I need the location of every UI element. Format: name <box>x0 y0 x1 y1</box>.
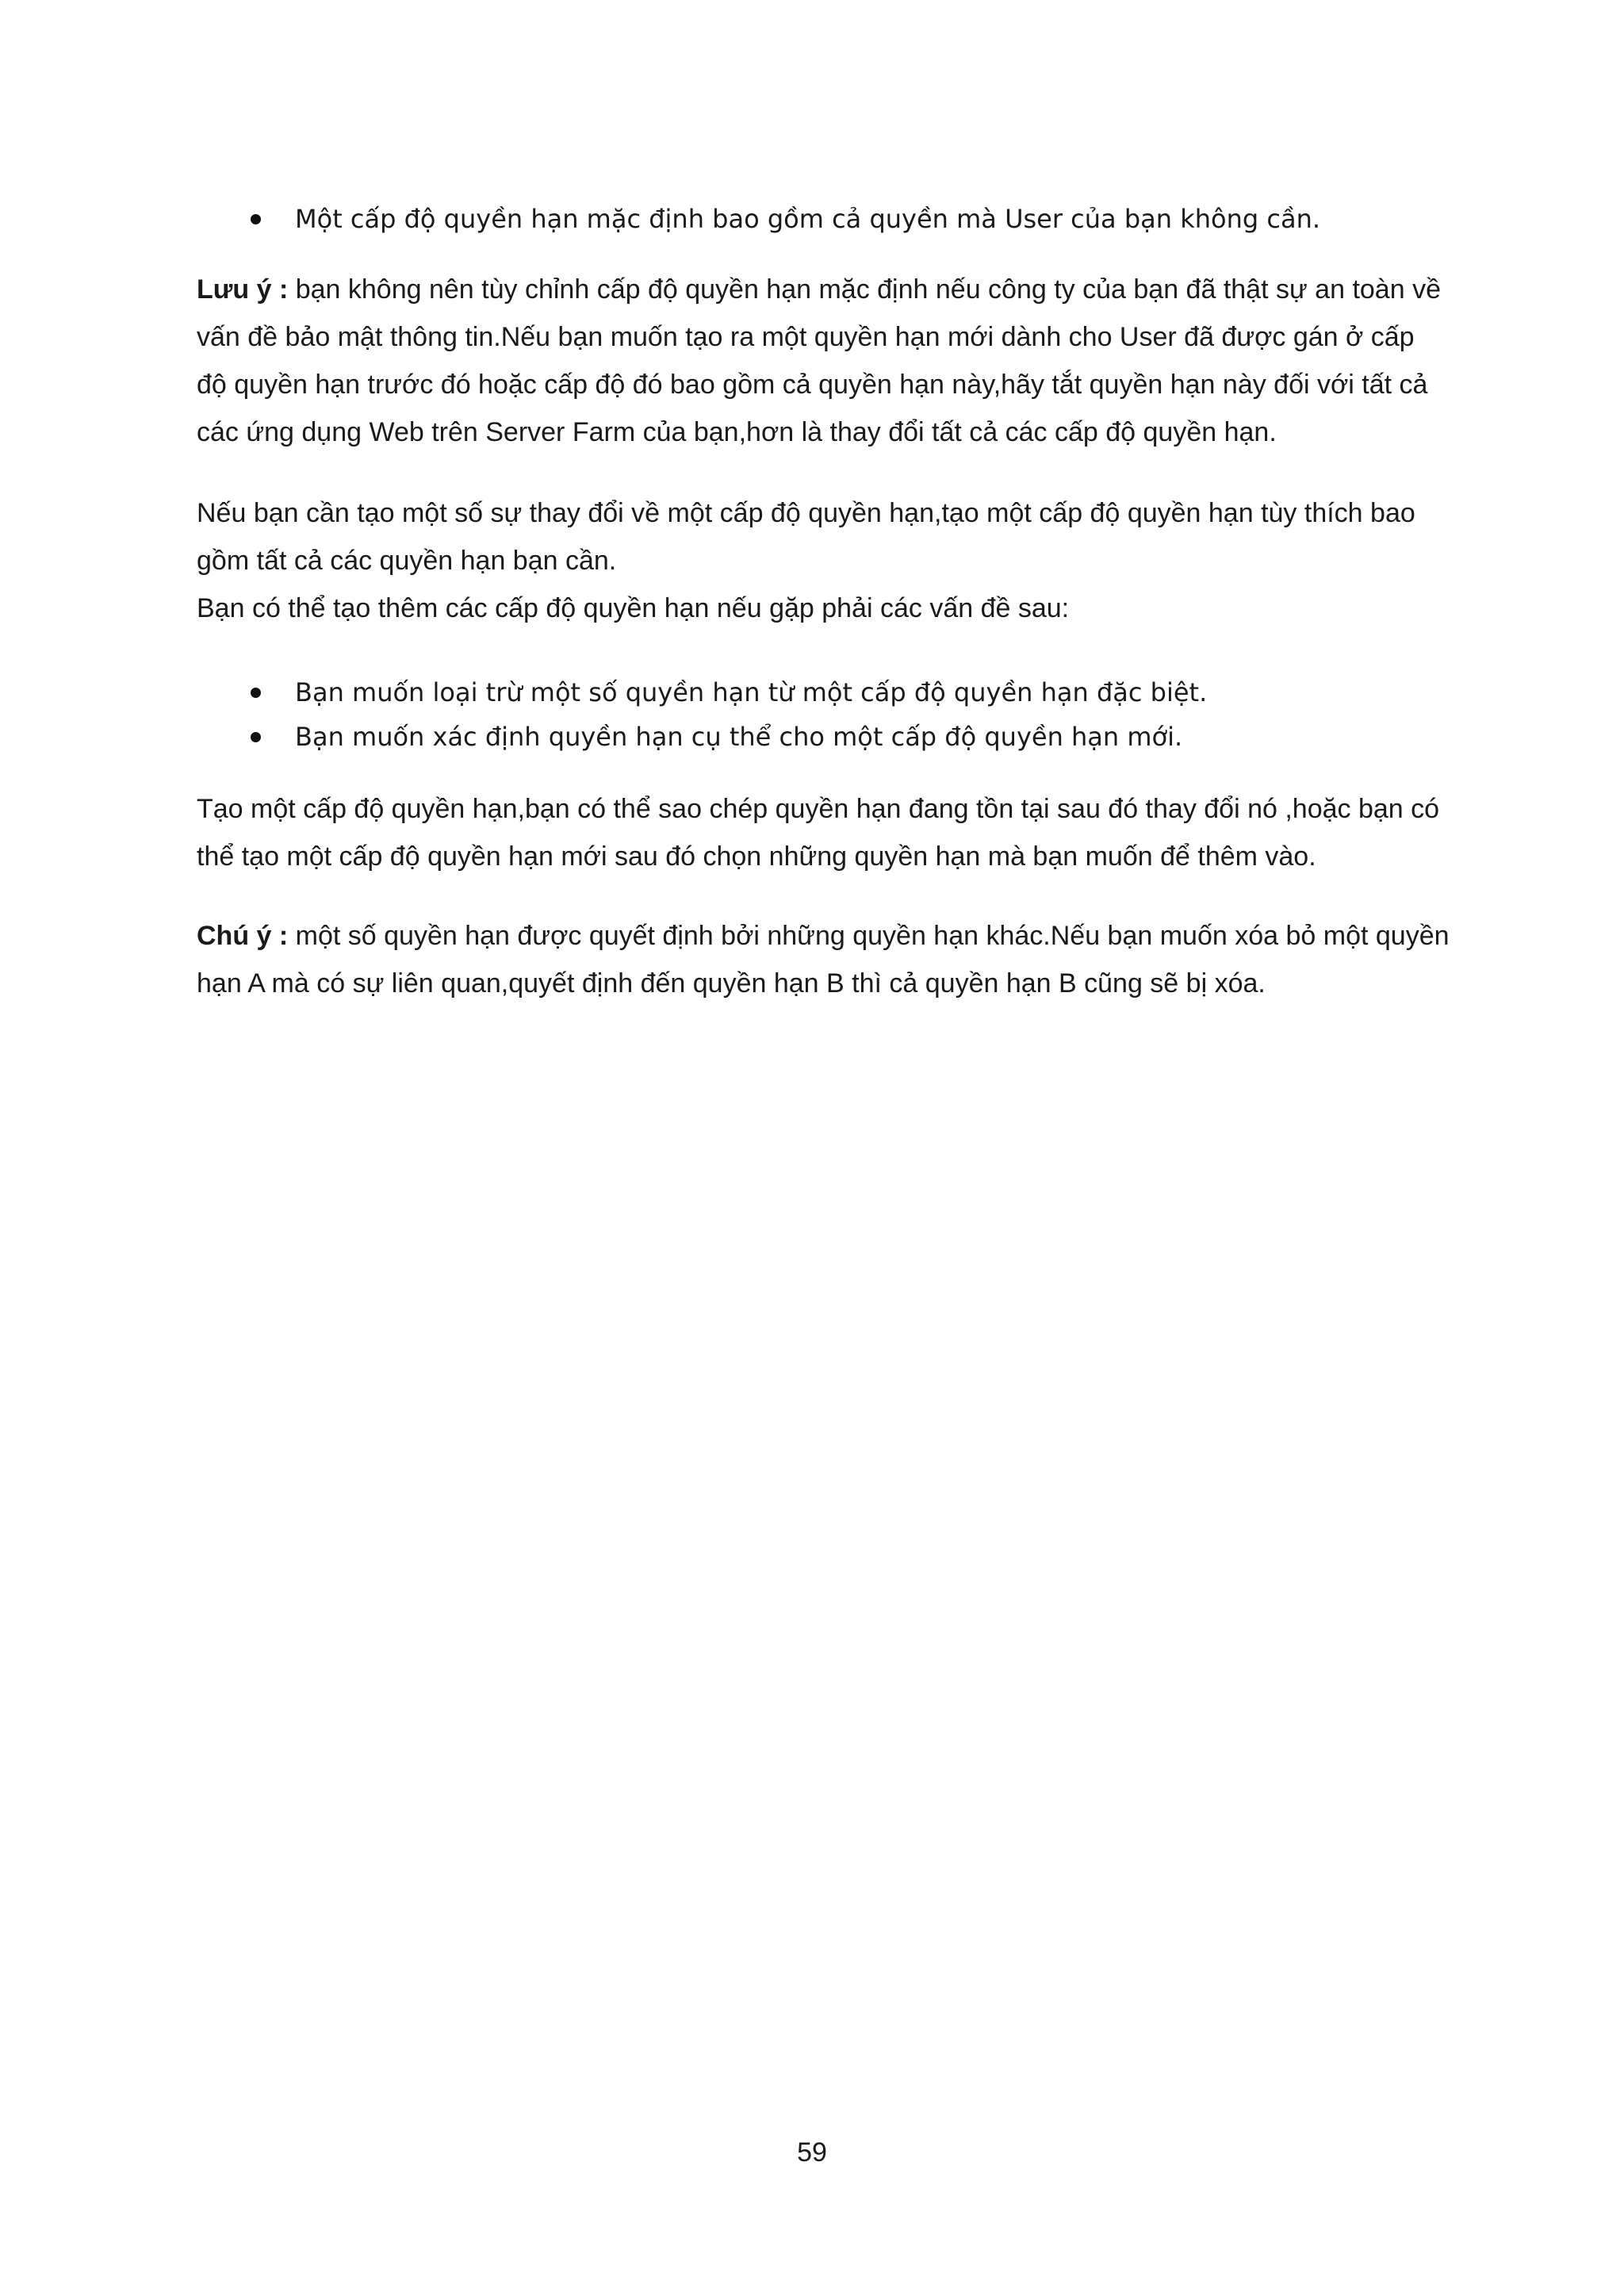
note-label: Chú ý : <box>197 921 289 951</box>
list-item <box>197 715 1450 759</box>
note-paragraph-1 <box>197 266 1450 456</box>
bullet-list-middle <box>197 670 1450 759</box>
list-item-text: Bạn muốn loại trừ một số quyền hạn từ một cấp độ quyền hạn đặc biệt. <box>295 677 1208 707</box>
bullet-dot-icon <box>251 688 261 698</box>
note-label: Lưu ý : <box>197 274 289 305</box>
paragraph-3 <box>197 785 1450 880</box>
list-item-text: Một cấp độ quyền hạn mặc định bao gồm cả quyền mà User của bạn không cần. <box>295 204 1321 234</box>
note-text: bạn không nên tùy chỉnh cấp độ quyền hạn mặc định nếu công ty của bạn đã thật sự an toàn về vấn đề bảo mật thông tin.Nếu bạn muốn tạo ra một quyền hạn mới dành cho User đã được gán ở cấp độ quyền hạn trước đó hoặc cấp độ đó bao gồm cả quyền hạn này,hãy tắt quyền hạn này đối với tất cả các ứng dụng Web trên Server Farm của bạn,hơn là thay đổi tất cả các cấp độ quyền hạn. <box>197 274 1441 447</box>
note-text: một số quyền hạn được quyết định bởi những quyền hạn khác.Nếu bạn muốn xóa bỏ một quyền hạn A mà có sự liên quan,quyết định đến quyền hạn B thì cả quyền hạn B cũng sẽ bị xóa. <box>197 921 1450 999</box>
paragraph-3-text: Tạo một cấp độ quyền hạn,bạn có thể sao chép quyền hạn đang tồn tại sau đó thay đổi nó ,hoặc bạn có thể tạo một cấp độ quyền hạn mới sau đó chọn những quyền hạn mà bạn muốn để thêm vào. <box>197 794 1440 872</box>
bullet-dot-icon <box>251 732 261 742</box>
page-number: 59 <box>797 2137 827 2168</box>
paragraph-2 <box>197 489 1450 632</box>
list-item <box>197 197 1450 241</box>
list-item-text: Bạn muốn xác định quyền hạn cụ thể cho một cấp độ quyền hạn mới. <box>295 722 1183 752</box>
bullet-dot-icon <box>251 214 261 224</box>
paragraph-2-line-2: Bạn có thể tạo thêm các cấp độ quyền hạn nếu gặp phải các vấn đề sau: <box>197 593 1070 623</box>
paragraph-2-line-1: Nếu bạn cần tạo một số sự thay đổi về một cấp độ quyền hạn,tạo một cấp độ quyền hạn tùy thích bao gồm tất cả các quyền hạn bạn cần. <box>197 498 1415 576</box>
note-paragraph-2 <box>197 912 1450 1007</box>
list-item <box>197 670 1450 715</box>
bullet-list-top <box>197 197 1450 241</box>
